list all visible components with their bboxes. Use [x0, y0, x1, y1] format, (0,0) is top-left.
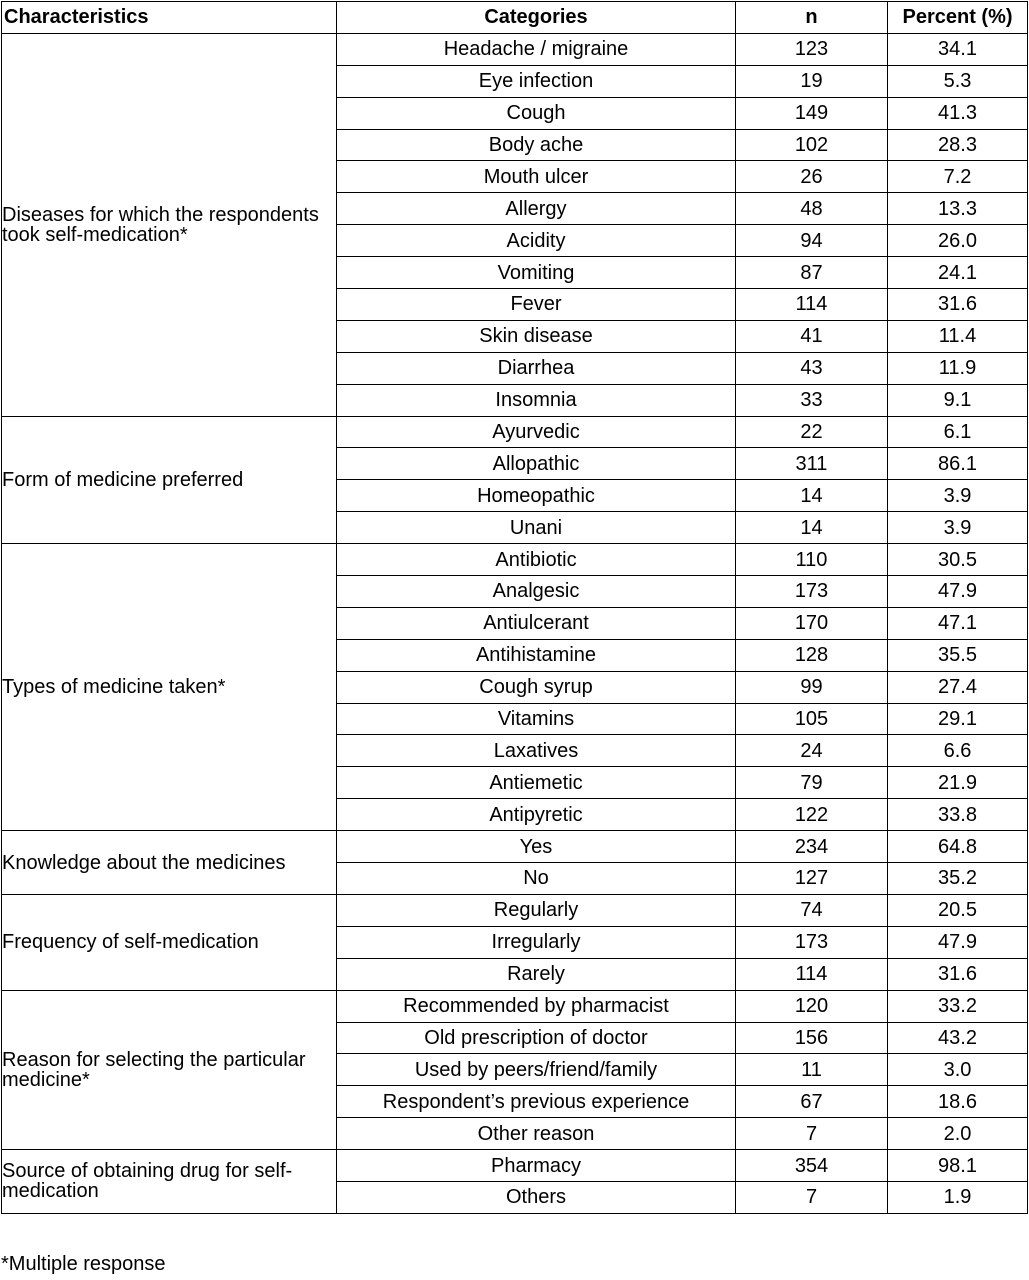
n-cell: 87 [736, 257, 888, 289]
percent-cell: 2.0 [888, 1118, 1028, 1150]
percent-cell: 3.9 [888, 480, 1028, 512]
percent-cell: 31.6 [888, 289, 1028, 321]
category-cell: Irregularly [337, 926, 736, 958]
n-cell: 11 [736, 1054, 888, 1086]
n-cell: 128 [736, 639, 888, 671]
percent-cell: 64.8 [888, 831, 1028, 863]
n-cell: 33 [736, 384, 888, 416]
n-cell: 173 [736, 926, 888, 958]
percent-cell: 11.4 [888, 320, 1028, 352]
percent-cell: 98.1 [888, 1150, 1028, 1182]
n-cell: 311 [736, 448, 888, 480]
category-cell: Cough syrup [337, 671, 736, 703]
percent-cell: 41.3 [888, 97, 1028, 129]
percent-cell: 6.1 [888, 416, 1028, 448]
percent-cell: 30.5 [888, 544, 1028, 576]
characteristic-cell: Diseases for which the respondents took self-medication* [2, 33, 337, 416]
category-cell: Acidity [337, 225, 736, 257]
category-cell: Antiulcerant [337, 607, 736, 639]
category-cell: Others [337, 1181, 736, 1213]
percent-cell: 29.1 [888, 703, 1028, 735]
n-cell: 127 [736, 863, 888, 895]
category-cell: Headache / migraine [337, 33, 736, 65]
characteristic-cell: Knowledge about the medicines [2, 831, 337, 895]
footnote: *Multiple response [1, 1253, 166, 1275]
category-cell: Yes [337, 831, 736, 863]
n-cell: 67 [736, 1086, 888, 1118]
category-cell: Ayurvedic [337, 416, 736, 448]
header-row [2, 2, 1028, 34]
n-cell: 43 [736, 352, 888, 384]
n-cell: 114 [736, 289, 888, 321]
table-header [2, 2, 1028, 34]
percent-cell: 26.0 [888, 225, 1028, 257]
category-cell: Vitamins [337, 703, 736, 735]
percent-cell: 5.3 [888, 65, 1028, 97]
percent-cell: 43.2 [888, 1022, 1028, 1054]
category-cell: Skin disease [337, 320, 736, 352]
category-cell: Vomiting [337, 257, 736, 289]
percent-cell: 31.6 [888, 958, 1028, 990]
percent-cell: 47.9 [888, 926, 1028, 958]
percent-cell: 35.5 [888, 639, 1028, 671]
n-cell: 114 [736, 958, 888, 990]
percent-cell: 13.3 [888, 193, 1028, 225]
category-cell: Used by peers/friend/family [337, 1054, 736, 1086]
n-cell: 149 [736, 97, 888, 129]
category-cell: Other reason [337, 1118, 736, 1150]
percent-cell: 47.1 [888, 607, 1028, 639]
percent-cell: 35.2 [888, 863, 1028, 895]
characteristic-cell: Types of medicine taken* [2, 544, 337, 831]
n-cell: 122 [736, 799, 888, 831]
percent-cell: 6.6 [888, 735, 1028, 767]
category-cell: Diarrhea [337, 352, 736, 384]
category-cell: Antiemetic [337, 767, 736, 799]
percent-cell: 33.8 [888, 799, 1028, 831]
n-cell: 156 [736, 1022, 888, 1054]
n-cell: 170 [736, 607, 888, 639]
characteristic-cell: Form of medicine preferred [2, 416, 337, 544]
characteristic-cell: Frequency of self-medication [2, 894, 337, 990]
n-cell: 94 [736, 225, 888, 257]
n-cell: 123 [736, 33, 888, 65]
percent-cell: 33.2 [888, 990, 1028, 1022]
n-cell: 102 [736, 129, 888, 161]
n-cell: 105 [736, 703, 888, 735]
category-cell: Fever [337, 289, 736, 321]
percent-cell: 21.9 [888, 767, 1028, 799]
category-cell: Unani [337, 512, 736, 544]
percent-cell: 3.9 [888, 512, 1028, 544]
n-cell: 7 [736, 1181, 888, 1213]
category-cell: Laxatives [337, 735, 736, 767]
percent-cell: 9.1 [888, 384, 1028, 416]
n-cell: 120 [736, 990, 888, 1022]
category-cell: No [337, 863, 736, 895]
percent-cell: 27.4 [888, 671, 1028, 703]
table-row [2, 33, 1028, 65]
header-categories: Categories [337, 2, 736, 34]
header-characteristics: Characteristics [2, 2, 337, 34]
category-cell: Insomnia [337, 384, 736, 416]
header-percent: Percent (%) [888, 2, 1028, 34]
category-cell: Antipyretic [337, 799, 736, 831]
table-row [2, 894, 1028, 926]
characteristic-cell: Source of obtaining drug for self-medication [2, 1150, 337, 1214]
category-cell: Respondent’s previous experience [337, 1086, 736, 1118]
percent-cell: 24.1 [888, 257, 1028, 289]
n-cell: 41 [736, 320, 888, 352]
n-cell: 7 [736, 1118, 888, 1150]
n-cell: 48 [736, 193, 888, 225]
n-cell: 14 [736, 512, 888, 544]
category-cell: Homeopathic [337, 480, 736, 512]
table-row [2, 831, 1028, 863]
table-row [2, 544, 1028, 576]
category-cell: Eye infection [337, 65, 736, 97]
percent-cell: 1.9 [888, 1181, 1028, 1213]
percent-cell: 7.2 [888, 161, 1028, 193]
category-cell: Antibiotic [337, 544, 736, 576]
n-cell: 74 [736, 894, 888, 926]
n-cell: 79 [736, 767, 888, 799]
table-row [2, 416, 1028, 448]
percent-cell: 34.1 [888, 33, 1028, 65]
percent-cell: 11.9 [888, 352, 1028, 384]
n-cell: 234 [736, 831, 888, 863]
n-cell: 19 [736, 65, 888, 97]
category-cell: Analgesic [337, 576, 736, 608]
table-body [2, 33, 1028, 1213]
category-cell: Regularly [337, 894, 736, 926]
percent-cell: 20.5 [888, 894, 1028, 926]
n-cell: 110 [736, 544, 888, 576]
category-cell: Old prescription of doctor [337, 1022, 736, 1054]
self-medication-table [1, 1, 1028, 1214]
category-cell: Cough [337, 97, 736, 129]
category-cell: Recommended by pharmacist [337, 990, 736, 1022]
category-cell: Body ache [337, 129, 736, 161]
n-cell: 22 [736, 416, 888, 448]
percent-cell: 3.0 [888, 1054, 1028, 1086]
n-cell: 26 [736, 161, 888, 193]
percent-cell: 86.1 [888, 448, 1028, 480]
characteristic-cell: Reason for selecting the particular medicine* [2, 990, 337, 1149]
category-cell: Mouth ulcer [337, 161, 736, 193]
category-cell: Pharmacy [337, 1150, 736, 1182]
category-cell: Antihistamine [337, 639, 736, 671]
table-row [2, 1150, 1028, 1182]
table-row [2, 990, 1028, 1022]
n-cell: 24 [736, 735, 888, 767]
category-cell: Allergy [337, 193, 736, 225]
category-cell: Rarely [337, 958, 736, 990]
n-cell: 354 [736, 1150, 888, 1182]
percent-cell: 18.6 [888, 1086, 1028, 1118]
percent-cell: 28.3 [888, 129, 1028, 161]
n-cell: 173 [736, 576, 888, 608]
n-cell: 99 [736, 671, 888, 703]
n-cell: 14 [736, 480, 888, 512]
category-cell: Allopathic [337, 448, 736, 480]
header-n: n [736, 2, 888, 34]
percent-cell: 47.9 [888, 576, 1028, 608]
